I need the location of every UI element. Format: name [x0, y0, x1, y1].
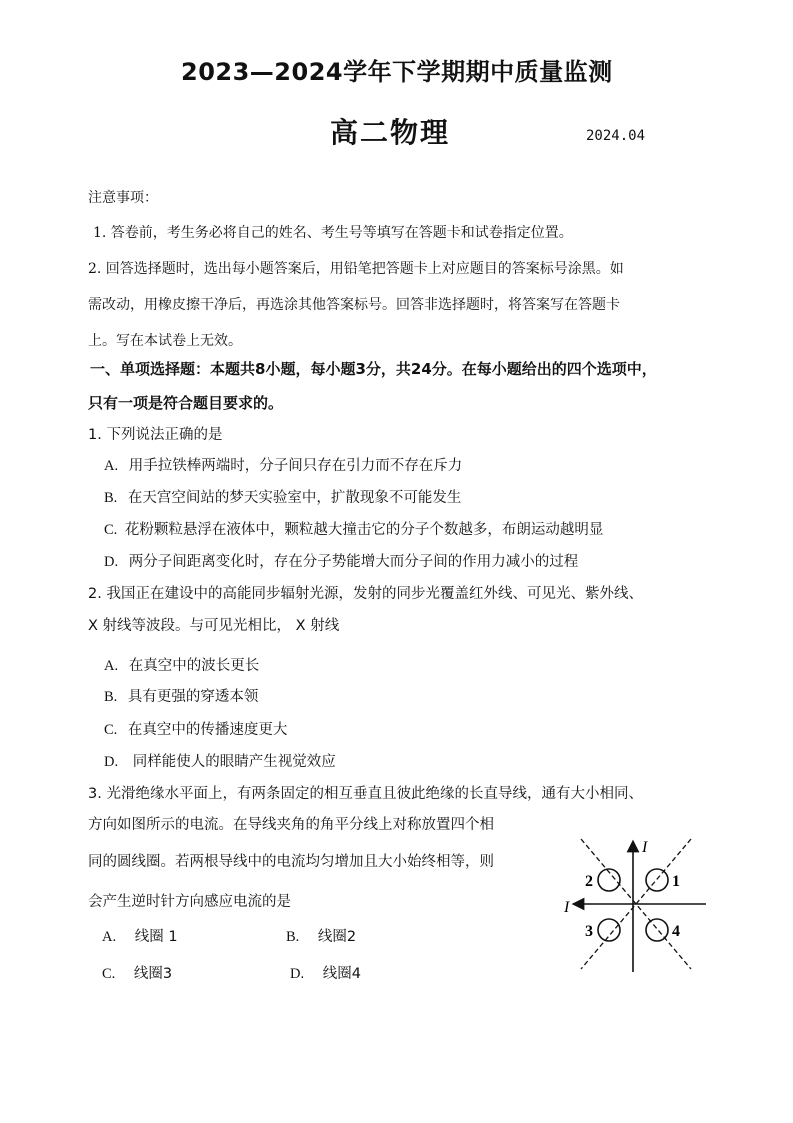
section-1-heading-line-1: 一、单项选择题：本题共8小题，每小题3分，共24分。在每小题给出的四个选项中， — [90, 360, 657, 378]
q1-option-c — [104, 518, 603, 539]
q1-option-c-letter: C. — [104, 522, 118, 538]
q3-option-a-text: 线圈 1 — [134, 929, 178, 945]
q3-option-b-letter: B. — [286, 929, 300, 945]
notice-heading: 注意事项： — [88, 190, 158, 206]
q3-option-c — [102, 962, 172, 983]
q3-option-b-text: 线圈2 — [317, 929, 357, 945]
q2-option-d-letter: D. — [104, 754, 119, 770]
q1-option-d-text: 两分子间距离变化时，存在分子势能增大而分子间的作用力减小的过程 — [128, 554, 579, 570]
q3-option-c-text: 线圈3 — [133, 966, 173, 982]
q1-option-b — [104, 486, 461, 507]
q2-option-a-letter: A. — [104, 658, 119, 674]
q2-stem-line-2: X 射线等波段。与可见光相比， X 射线 — [88, 618, 340, 634]
q3-option-a — [102, 925, 178, 946]
q2-option-c — [104, 718, 287, 739]
q1-option-c-text: 花粉颗粒悬浮在液体中，颗粒越大撞击它的分子个数越多，布朗运动越明显 — [124, 522, 604, 538]
q3-stem-line-4: 会产生逆时针方向感应电流的是 — [88, 894, 291, 910]
q1-option-a-letter: A. — [104, 458, 119, 474]
q3-option-d-text: 线圈4 — [322, 966, 361, 982]
section-1-heading-line-2: 只有一项是符合题目要求的。 — [88, 394, 284, 412]
q1-option-a-text: 用手拉铁棒两端时，分子间只存在引力而不存在斥力 — [128, 458, 463, 474]
q3-wire-coil-figure — [556, 834, 716, 974]
q2-option-b-text: 具有更强的穿透本领 — [127, 689, 259, 705]
coil-3 — [598, 919, 620, 941]
notice-item-2-line-2: 需改动，用橡皮擦干净后，再选涂其他答案标号。回答非选择题时，将答案写在答题卡 — [88, 297, 620, 313]
q1-option-d — [104, 550, 578, 571]
coil-4 — [646, 919, 668, 941]
q2-stem-line-1: 2. 我国正在建设中的高能同步辐射光源，发射的同步光覆盖红外线、可见光、紫外线、 — [88, 586, 643, 602]
exam-date: 2024.04 — [586, 128, 646, 144]
coil-1-label: 1 — [672, 873, 680, 890]
q2-option-c-text: 在真空中的传播速度更大 — [127, 722, 288, 738]
q2-option-c-letter: C. — [104, 722, 118, 738]
vertical-current-label: I — [642, 839, 648, 856]
q3-option-b — [286, 925, 356, 946]
q1-option-b-letter: B. — [104, 490, 118, 506]
q3-option-a-letter: A. — [102, 929, 117, 945]
q2-option-d — [104, 750, 336, 771]
coil-3-label: 3 — [585, 923, 593, 940]
q2-option-b-letter: B. — [104, 689, 118, 705]
q1-option-d-letter: D. — [104, 554, 119, 570]
q1-option-b-text: 在天宫空间站的梦天实验室中，扩散现象不可能发生 — [127, 490, 462, 506]
q3-option-d — [290, 962, 361, 983]
q2-option-d-text: 同样能使人的眼睛产生视觉效应 — [132, 754, 336, 770]
q1-stem: 1. 下列说法正确的是 — [88, 427, 223, 443]
notice-item-2-line-1: 2. 回答选择题时，选出每小题答案后，用铅笔把答题卡上对应题目的答案标号涂黑。如 — [88, 261, 624, 277]
exam-title: 2023—2024学年下学期期中质量监测 — [181, 58, 613, 86]
coil-4-label: 4 — [672, 923, 680, 940]
q3-option-d-letter: D. — [290, 966, 305, 982]
q1-option-a — [104, 454, 462, 475]
q3-option-c-letter: C. — [102, 966, 116, 982]
q2-option-a — [104, 654, 259, 675]
coil-1 — [646, 869, 668, 891]
q3-stem-line-1: 3. 光滑绝缘水平面上，有两条固定的相互垂直且彼此绝缘的长直导线，通有大小相同、 — [88, 786, 643, 802]
horizontal-current-label: I — [564, 899, 570, 916]
q3-stem-line-3: 同的圆线圈。若两根导线中的电流均匀增加且大小始终相等，则 — [88, 854, 494, 870]
q3-stem-line-2: 方向如图所示的电流。在导线夹角的角平分线上对称放置四个相 — [88, 817, 494, 833]
notice-item-2-line-3: 上。写在本试卷上无效。 — [88, 333, 242, 349]
q2-option-a-text: 在真空中的波长更长 — [128, 658, 260, 674]
q2-option-b — [104, 685, 258, 706]
notice-item-1: 1. 答卷前，考生务必将自己的姓名、考生号等填写在答题卡和试卷指定位置。 — [93, 225, 573, 241]
coil-2-label: 2 — [585, 873, 593, 890]
subject-title: 高二物理 — [330, 116, 451, 149]
